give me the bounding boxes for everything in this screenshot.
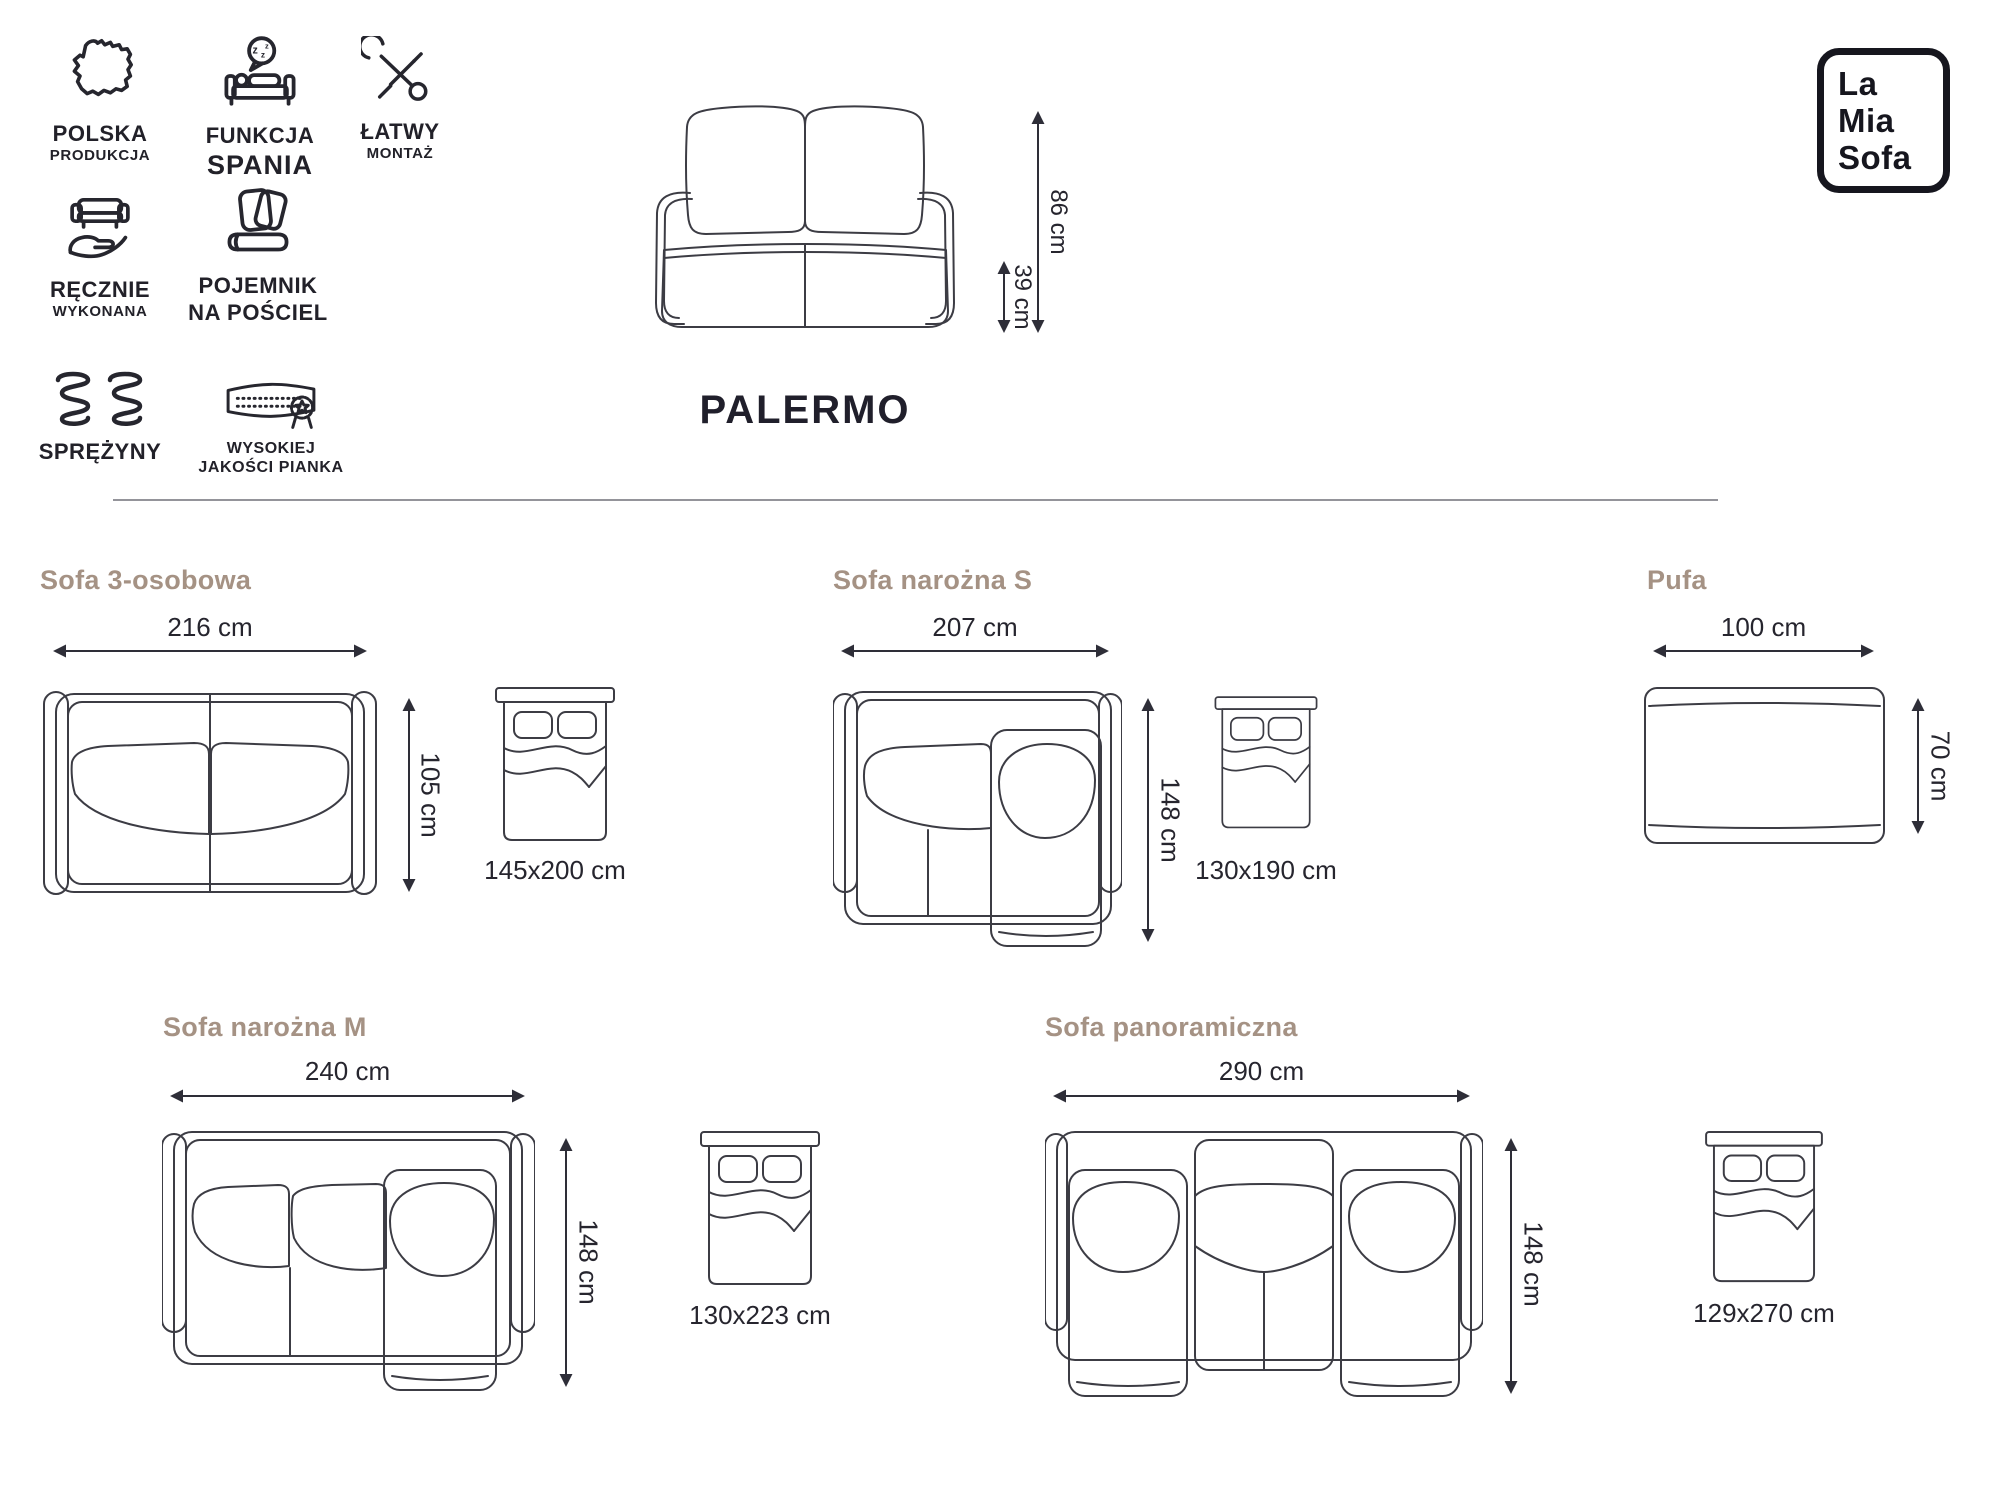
variant-1-top-view-drawing xyxy=(42,686,378,900)
variant-4-bed-size-label: 130x223 cm xyxy=(689,1300,831,1330)
svg-text:z: z xyxy=(252,44,258,57)
variant-2-heading: Sofa narożna S xyxy=(833,565,1033,595)
variant-4-top-view-drawing xyxy=(162,1126,535,1395)
poland-map-icon xyxy=(60,36,140,116)
variant-4-depth-label: 148 cm xyxy=(573,1219,604,1305)
feature-label: SPRĘŻYNY xyxy=(38,439,162,464)
variant-1-depth-label: 105 cm xyxy=(415,752,446,838)
feature-sublabel: WYKONANA xyxy=(52,302,148,320)
hand-sofa-icon xyxy=(59,190,141,272)
variant-3-width-arrow xyxy=(1645,644,1882,658)
feature-label: RĘCZNIE xyxy=(49,277,151,302)
seat-height-label: 39 cm xyxy=(1009,264,1036,330)
feature-sublabel: JAKOŚCI PIANKA xyxy=(198,458,344,476)
feature-sublabel: SPANIA xyxy=(206,149,313,180)
variant-4-width-arrow xyxy=(162,1089,533,1103)
brand-line-3: Sofa xyxy=(1838,139,1912,176)
variant-2-depth-label: 148 cm xyxy=(1155,777,1186,863)
feature-label: ŁATWY xyxy=(360,119,440,144)
sofa-front-view-drawing xyxy=(630,95,980,345)
feature-latwy-montaz xyxy=(330,36,470,163)
variant-3-width-label: 100 cm xyxy=(1720,612,1807,642)
feature-wysokiej-jakosci-pianka xyxy=(186,374,356,478)
variant-5-width-label: 290 cm xyxy=(1218,1056,1305,1086)
variant-2-width-arrow xyxy=(833,644,1117,658)
feature-sublabel: NA POŚCIEL xyxy=(188,299,328,325)
variant-5-heading: Sofa panoramiczna xyxy=(1045,1012,1298,1042)
height-label: 86 cm xyxy=(1045,189,1072,255)
feature-label: FUNKCJA xyxy=(205,123,315,148)
variant-4-bed-icon xyxy=(697,1130,823,1290)
brand-line-1: La xyxy=(1838,65,1878,102)
variant-1-heading: Sofa 3-osobowa xyxy=(40,565,252,595)
sleep-function-icon xyxy=(218,34,302,118)
feature-sublabel: PRODUKCJA xyxy=(49,146,151,164)
feature-sprezyny xyxy=(20,368,180,465)
variant-1-width-label: 216 cm xyxy=(167,612,253,642)
bedding-container-icon xyxy=(216,184,300,268)
variant-3-top-view-drawing xyxy=(1643,686,1886,845)
variant-1-bed-icon xyxy=(492,686,618,846)
springs-icon xyxy=(50,368,150,434)
variant-5-depth-label: 148 cm xyxy=(1518,1221,1549,1307)
variant-1-width-arrow xyxy=(45,644,375,658)
variant-5-top-view-drawing xyxy=(1045,1126,1483,1400)
feature-sublabel: MONTAŻ xyxy=(366,144,434,162)
variant-2-bed-icon xyxy=(1212,686,1320,842)
feature-label: POLSKA xyxy=(52,121,148,146)
feature-pojemnik-na-posciel xyxy=(178,184,338,326)
section-divider xyxy=(113,499,1718,501)
variant-3-depth-label: 70 cm xyxy=(1925,730,1956,802)
product-title: PALERMO xyxy=(699,388,911,432)
feature-label: WYSOKIEJ xyxy=(226,440,316,457)
feature-polska-produkcja xyxy=(20,36,180,165)
brand-logo xyxy=(1817,48,1950,193)
variant-1-bed-size-label: 145x200 cm xyxy=(484,855,626,885)
brand-line-2: Mia xyxy=(1838,102,1895,139)
variant-2-top-view-drawing xyxy=(833,686,1122,950)
variant-5-bed-size-label: 129x270 cm xyxy=(1693,1298,1835,1328)
variant-3-heading: Pufa xyxy=(1647,565,1707,595)
variant-2-bed-size-label: 130x190 cm xyxy=(1195,855,1337,885)
feature-funkcja-spania xyxy=(180,34,340,182)
feature-label: POJEMNIK xyxy=(198,273,318,298)
tools-icon xyxy=(361,36,439,114)
svg-text:z: z xyxy=(260,49,266,60)
foam-icon xyxy=(201,374,341,434)
variant-5-width-arrow xyxy=(1045,1089,1478,1103)
variant-5-bed-icon xyxy=(1702,1130,1826,1287)
variant-4-heading: Sofa narożna M xyxy=(163,1012,367,1042)
feature-recznie-wykonana xyxy=(20,190,180,321)
variant-4-width-label: 240 cm xyxy=(304,1056,391,1086)
variant-2-width-label: 207 cm xyxy=(932,612,1018,642)
svg-text:z: z xyxy=(265,41,269,51)
